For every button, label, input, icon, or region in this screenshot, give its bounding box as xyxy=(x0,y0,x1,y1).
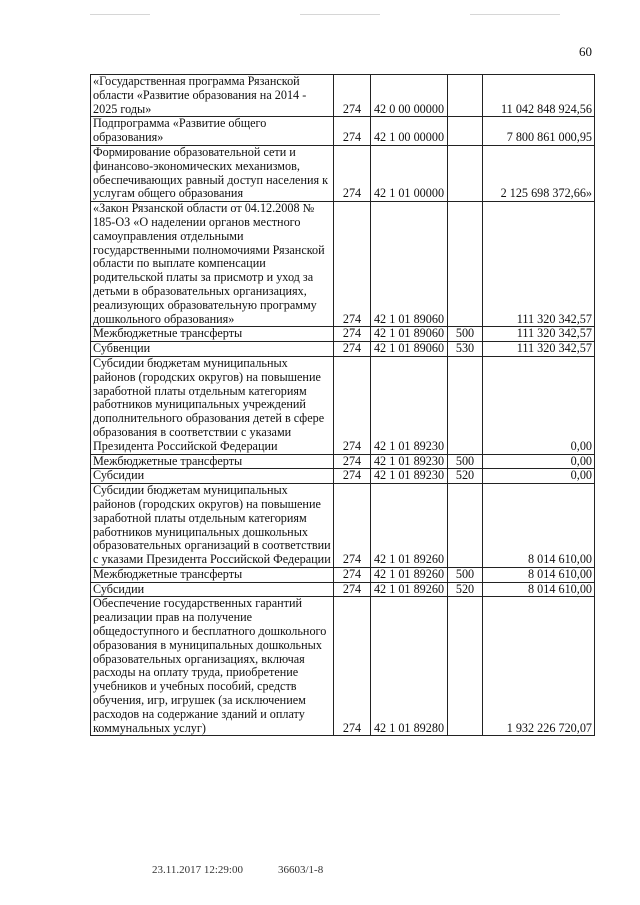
row-code-cell: 274 xyxy=(334,75,371,117)
row-vr-cell: 520 xyxy=(448,469,483,484)
row-name-cell: Субсидии бюджетам муниципальных районов (городских округов) на повышение заработной платы отдельным категориям работников муниципальных дошкольных образовательных организаций в соответствии с указами Президента Российской Федерации xyxy=(91,484,334,568)
row-vr-cell xyxy=(448,145,483,201)
row-csr-cell: 42 1 01 89280 xyxy=(371,597,448,736)
scan-artifact xyxy=(90,14,150,15)
row-vr-cell: 520 xyxy=(448,582,483,597)
row-code-cell: 274 xyxy=(334,484,371,568)
row-csr-cell: 42 1 01 89230 xyxy=(371,454,448,469)
row-name-cell: Подпрограмма «Развитие общего образования» xyxy=(91,117,334,146)
row-vr-cell xyxy=(448,117,483,146)
row-csr-cell: 42 0 00 00000 xyxy=(371,75,448,117)
table-row xyxy=(91,454,595,469)
table-row xyxy=(91,484,595,568)
table-row xyxy=(91,117,595,146)
row-csr-cell: 42 1 01 00000 xyxy=(371,145,448,201)
row-vr-cell xyxy=(448,597,483,736)
row-csr-cell: 42 1 01 89060 xyxy=(371,202,448,327)
row-amount-cell: 8 014 610,00 xyxy=(483,567,595,582)
table-row xyxy=(91,342,595,357)
row-name-cell: Межбюджетные трансферты xyxy=(91,567,334,582)
scan-artifact xyxy=(300,14,380,15)
row-csr-cell: 42 1 01 89230 xyxy=(371,356,448,454)
row-amount-cell: 11 042 848 924,56 xyxy=(483,75,595,117)
row-vr-cell xyxy=(448,75,483,117)
row-vr-cell: 500 xyxy=(448,454,483,469)
row-code-cell: 274 xyxy=(334,145,371,201)
row-amount-cell: 2 125 698 372,66» xyxy=(483,145,595,201)
row-code-cell: 274 xyxy=(334,202,371,327)
row-csr-cell: 42 1 00 00000 xyxy=(371,117,448,146)
row-vr-cell xyxy=(448,202,483,327)
row-name-cell: «Закон Рязанской области от 04.12.2008 № 185-ОЗ «О наделении органов местного самоуправления отдельными государственными полномочиями Рязанской области по выплате компенсации родительской платы за присмотр и уход за детьми в образовательных организациях, реализующих образовательную программу дошкольного образования» xyxy=(91,202,334,327)
row-amount-cell: 111 320 342,57 xyxy=(483,342,595,357)
row-name-cell: Субсидии xyxy=(91,582,334,597)
row-code-cell: 274 xyxy=(334,454,371,469)
row-csr-cell: 42 1 01 89260 xyxy=(371,567,448,582)
row-name-cell: Субсидии xyxy=(91,469,334,484)
footer xyxy=(0,862,640,892)
row-name-cell: Субвенции xyxy=(91,342,334,357)
row-code-cell: 274 xyxy=(334,342,371,357)
row-amount-cell: 0,00 xyxy=(483,356,595,454)
row-amount-cell: 111 320 342,57 xyxy=(483,202,595,327)
table-row xyxy=(91,145,595,201)
table-row xyxy=(91,327,595,342)
row-amount-cell: 0,00 xyxy=(483,454,595,469)
row-name-cell: Субсидии бюджетам муниципальных районов (городских округов) на повышение заработной платы отдельным категориям работников муниципальных учреждений дополнительного образования детей в сфере образования в соответствии с указами Президента Российской Федерации xyxy=(91,356,334,454)
row-amount-cell: 7 800 861 000,95 xyxy=(483,117,595,146)
budget-table xyxy=(90,74,595,736)
row-amount-cell: 8 014 610,00 xyxy=(483,484,595,568)
row-name-cell: Межбюджетные трансферты xyxy=(91,454,334,469)
row-amount-cell: 111 320 342,57 xyxy=(483,327,595,342)
row-name-cell: Обеспечение государственных гарантий реализации прав на получение общедоступного и бесплатного дошкольного образования в муниципальных дошкольных образовательных организациях, включая расходы на оплату труда, приобретение учебников и учебных пособий, средств обучения, игр, игрушек (за исключением расходов на содержание зданий и оплату коммунальных услуг) xyxy=(91,597,334,736)
table-row xyxy=(91,202,595,327)
table-row xyxy=(91,75,595,117)
row-code-cell: 274 xyxy=(334,582,371,597)
scan-artifact xyxy=(470,14,560,15)
row-csr-cell: 42 1 01 89260 xyxy=(371,582,448,597)
budget-table-body xyxy=(91,75,595,736)
row-csr-cell: 42 1 01 89060 xyxy=(371,327,448,342)
row-csr-cell: 42 1 01 89230 xyxy=(371,469,448,484)
row-vr-cell: 530 xyxy=(448,342,483,357)
row-name-cell: Межбюджетные трансферты xyxy=(91,327,334,342)
table-row xyxy=(91,597,595,736)
row-name-cell: Формирование образовательной сети и финансово-экономических механизмов, обеспечивающих равный доступ населения к услугам общего образования xyxy=(91,145,334,201)
table-row xyxy=(91,582,595,597)
row-amount-cell: 1 932 226 720,07 xyxy=(483,597,595,736)
row-vr-cell xyxy=(448,484,483,568)
row-code-cell: 274 xyxy=(334,117,371,146)
page-number: 60 xyxy=(579,44,592,59)
row-vr-cell: 500 xyxy=(448,567,483,582)
row-amount-cell: 0,00 xyxy=(483,469,595,484)
table-row xyxy=(91,469,595,484)
table-row xyxy=(91,567,595,582)
row-csr-cell: 42 1 01 89060 xyxy=(371,342,448,357)
row-code-cell: 274 xyxy=(334,469,371,484)
row-csr-cell: 42 1 01 89260 xyxy=(371,484,448,568)
row-amount-cell: 8 014 610,00 xyxy=(483,582,595,597)
row-code-cell: 274 xyxy=(334,567,371,582)
row-code-cell: 274 xyxy=(334,597,371,736)
row-name-cell: «Государственная программа Рязанской области «Развитие образования на 2014 - 2025 годы» xyxy=(91,75,334,117)
row-code-cell: 274 xyxy=(334,356,371,454)
row-code-cell: 274 xyxy=(334,327,371,342)
row-vr-cell xyxy=(448,356,483,454)
table-row xyxy=(91,356,595,454)
print-datetime: 23.11.2017 12:29:00 xyxy=(152,864,243,876)
document-number: 36603/1-8 xyxy=(278,864,324,876)
row-vr-cell: 500 xyxy=(448,327,483,342)
